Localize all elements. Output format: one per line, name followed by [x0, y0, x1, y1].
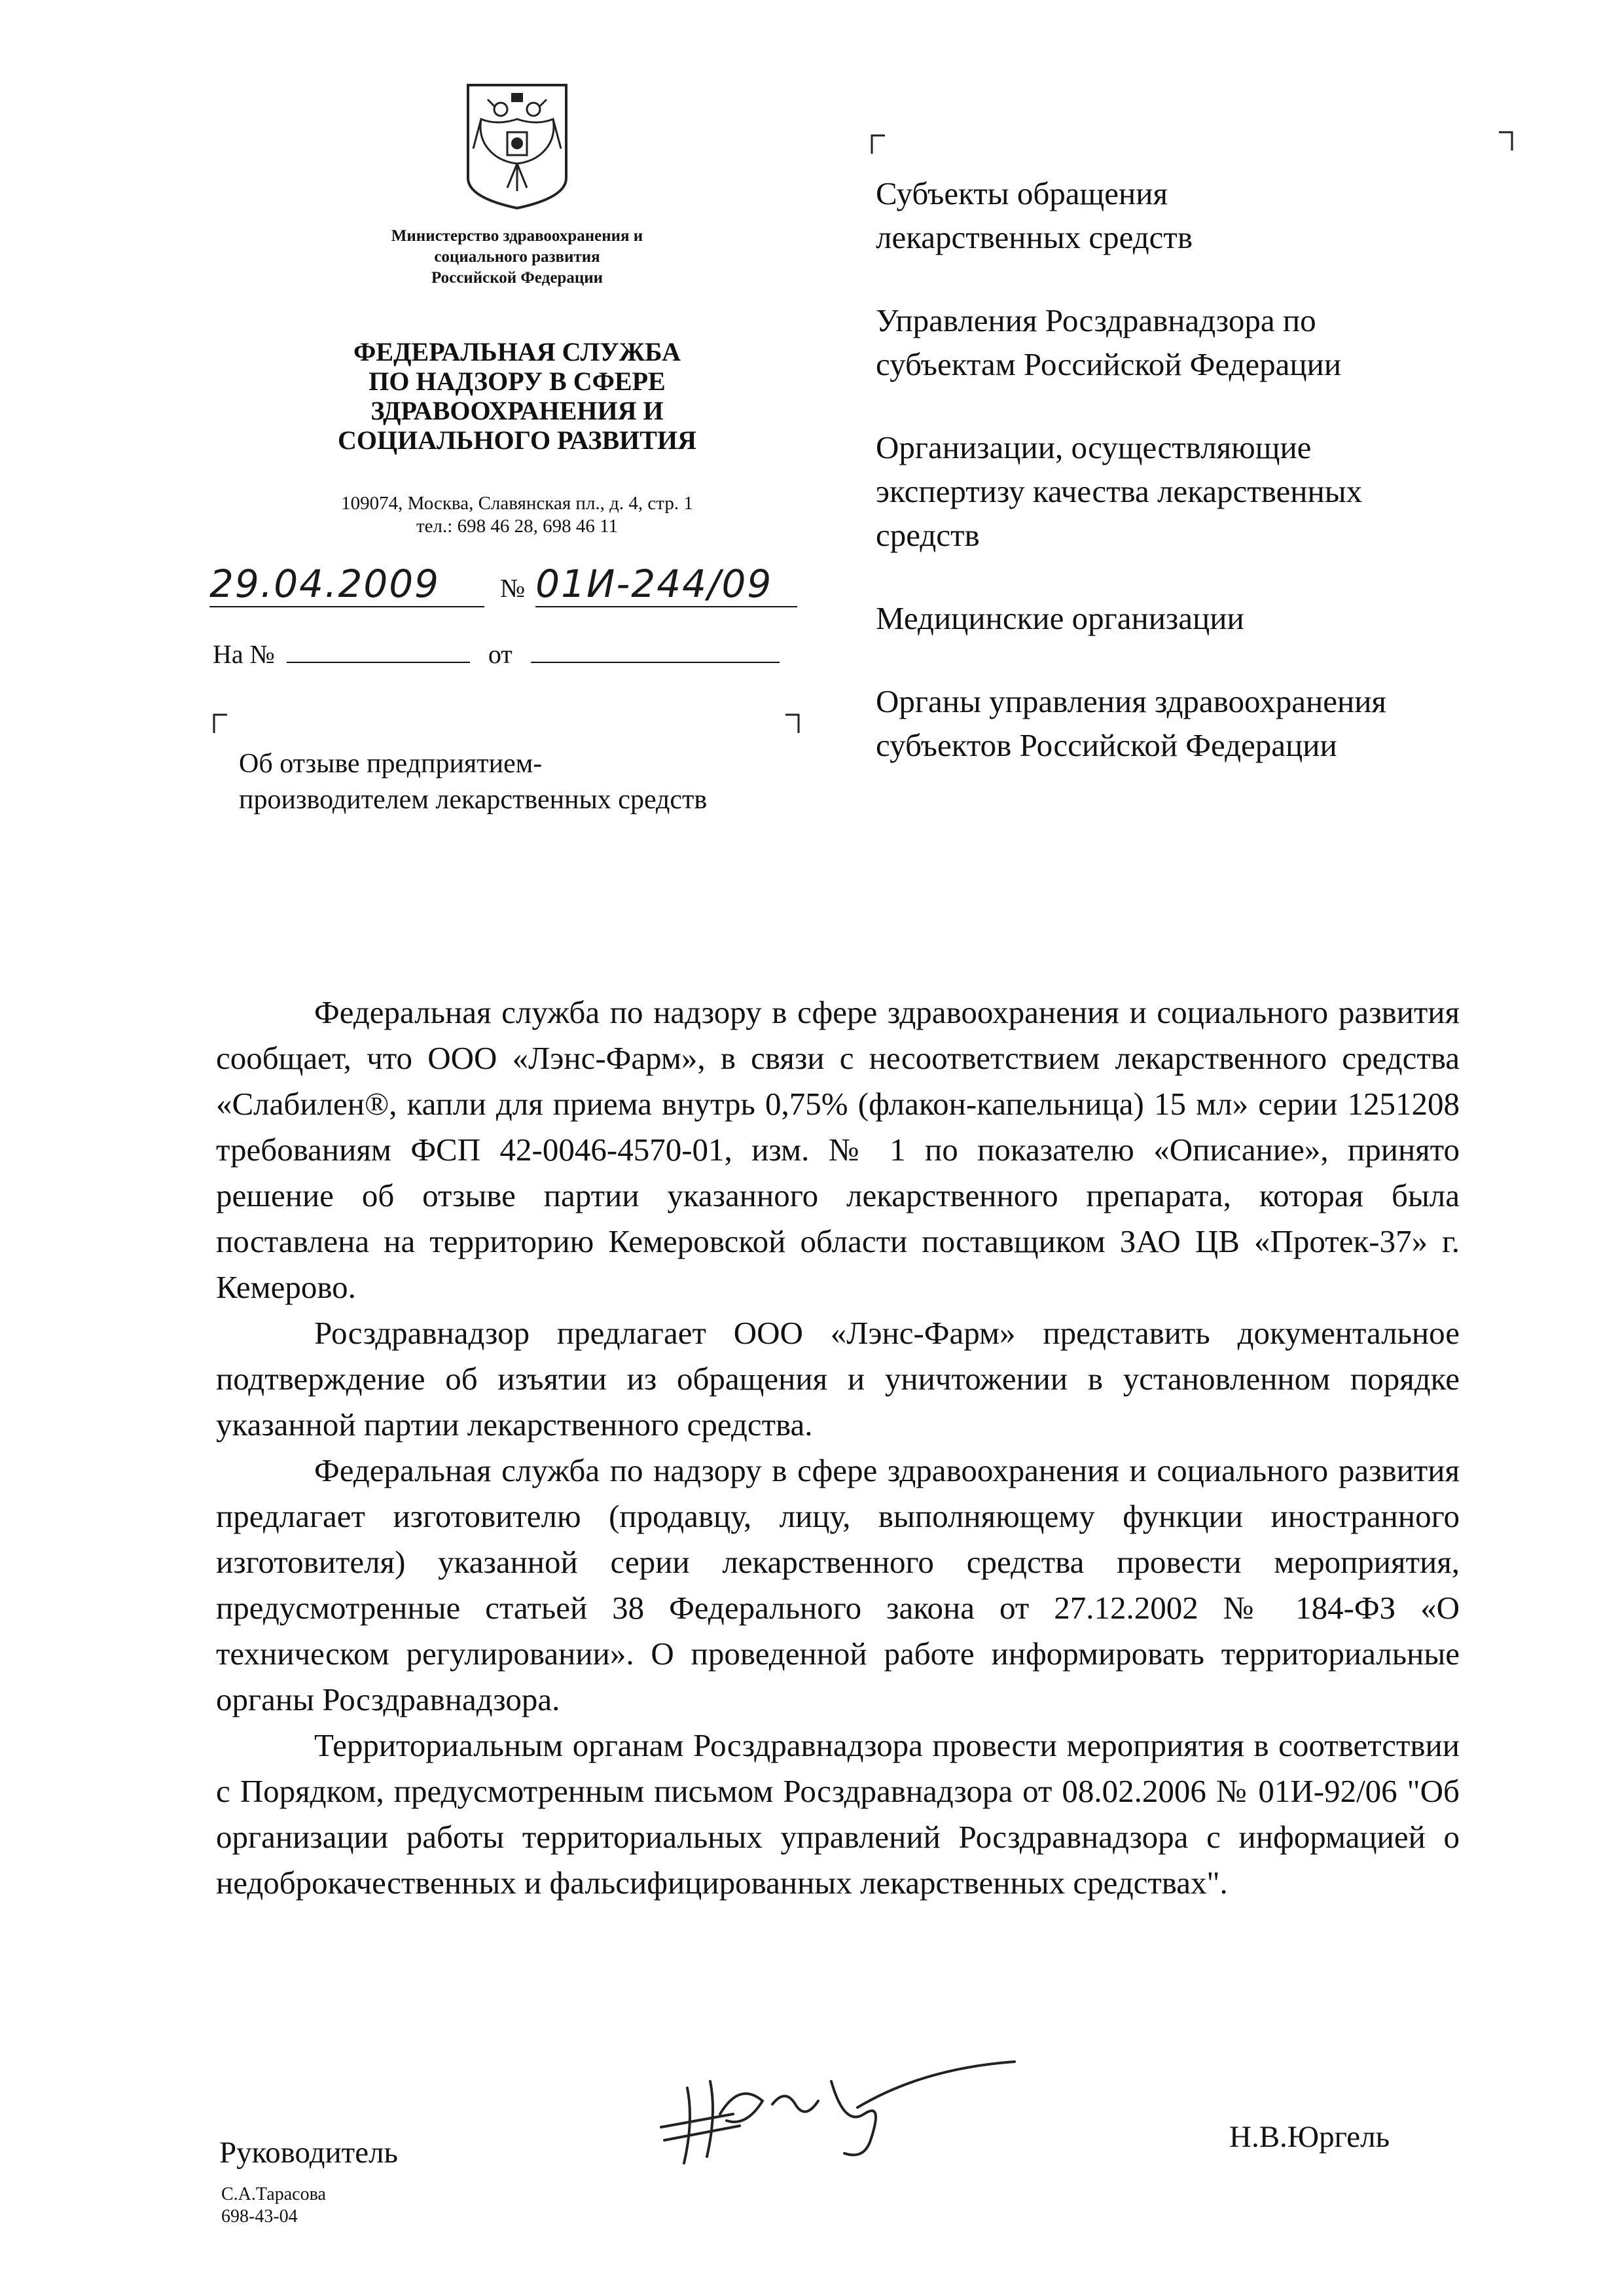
recipient-group	[876, 679, 1563, 767]
recipient-group	[876, 298, 1563, 386]
executor-phone: 698-43-04	[221, 2206, 298, 2227]
service-line: ЗДРАВООХРАНЕНИЯ И	[370, 396, 664, 425]
reply-number-label: На №	[213, 639, 275, 669]
ministry-line: социального развития	[434, 248, 600, 266]
number-label: №	[500, 573, 526, 603]
reply-date-field	[531, 638, 780, 663]
recipient-line: Органы управления здравоохранения	[876, 683, 1386, 719]
reply-reference	[213, 638, 802, 670]
recipient-line: Медицинские организации	[876, 600, 1244, 636]
service-line: СОЦИАЛЬНОГО РАЗВИТИЯ	[338, 425, 696, 455]
recipient-line: Организации, осуществляющие	[876, 429, 1312, 465]
letter-body	[216, 990, 1460, 1906]
recipient-line: Субъекты обращения	[876, 175, 1168, 211]
signatory-title: Руководитель	[219, 2136, 398, 2170]
service-line: ФЕДЕРАЛЬНАЯ СЛУЖБА	[353, 337, 681, 367]
registration-number: 01И-244/09	[535, 562, 797, 607]
service-name	[288, 337, 746, 455]
reply-number-field	[287, 638, 470, 663]
letter-subject	[239, 746, 828, 818]
body-paragraph: Территориальным органам Росздравнадзора провести мероприятия в соответствии с Порядком, предусмотренным письмом Росздравнадзора от 08.02.2006 № 01И-92/06 "Об организации работы территориальных управлений Росздравнадзора с информацией о недоброкачественных и фальсифицированных лекарственных средствах".	[216, 1727, 1460, 1901]
handwritten-signature	[648, 2042, 1041, 2173]
executor-name: С.А.Тарасова	[221, 2184, 326, 2204]
address-line: тел.: 698 46 28, 698 46 11	[416, 516, 618, 537]
ministry-line: Российской Федерации	[431, 269, 603, 287]
corner-bracket-left	[213, 713, 227, 733]
reply-from-label: от	[488, 639, 513, 669]
recipient-line: лекарственных средств	[876, 219, 1193, 255]
service-line: ПО НАДЗОРУ В СФЕРЕ	[369, 367, 666, 396]
signatory-name: Н.В.Юргель	[1229, 2120, 1390, 2154]
service-address	[275, 492, 759, 538]
corner-bracket-right	[785, 713, 800, 733]
recipient-line: субъектов Российской Федерации	[876, 727, 1337, 763]
corner-bracket-left	[871, 134, 885, 154]
recipient-line: экспертизу качества лекарственных	[876, 473, 1363, 509]
recipient-line: субъектам Российской Федерации	[876, 346, 1342, 382]
body-paragraph: Росздравнадзор предлагает ООО «Лэнс-Фарм» представить документальное подтверждение об изъятии из обращения и уничтожении в установленном порядке указанной партии лекарственного средства.	[216, 1315, 1460, 1443]
body-paragraph: Федеральная служба по надзору в сфере здравоохранения и социального развития сообщает, что ООО «Лэнс-Фарм», в связи с несоответствием лекарственного средства «Слабилен®, капли для приема внутрь 0,75% (флакон-капельница) 15 мл» серии 1251208 требованиям ФСП 42-0046-4570-01, изм. № 1 по показателю «Описание», принято решение об отзыве партии указанного лекарственного препарата, которая была поставлена на территорию Кемеровской области поставщиком ЗАО ЦВ «Протек-37» г. Кемерово.	[216, 994, 1460, 1305]
corner-bracket-right	[1499, 131, 1513, 151]
recipient-group	[876, 596, 1563, 640]
address-line: 109074, Москва, Славянская пл., д. 4, стр. 1	[341, 493, 693, 514]
registration-date: 29.04.2009	[209, 562, 484, 607]
executor-info	[221, 2183, 326, 2228]
recipient-group	[876, 171, 1563, 259]
recipient-group	[876, 425, 1563, 557]
ministry-line: Министерство здравоохранения и	[391, 227, 643, 245]
subject-line: производителем лекарственных средств	[239, 785, 708, 815]
subject-line: Об отзыве предприятием-	[239, 749, 543, 779]
recipients-list	[876, 171, 1563, 806]
registration-line	[209, 562, 818, 607]
body-paragraph: Федеральная служба по надзору в сфере здравоохранения и социального развития предлагает изготовителю (продавцу, лицу, выполняющему функции иностранного изготовителя) указанной серии лекарственного средства провести мероприятия, предусмотренные статьей 38 Федерального закона от 27.12.2002 № 184-ФЗ «О техническом регулировании». О проведенной работе информировать территориальные органы Росздравнадзора.	[216, 1452, 1460, 1717]
recipient-line: средств	[876, 517, 980, 553]
coat-of-arms-emblem	[461, 80, 573, 211]
recipient-line: Управления Росздравнадзора по	[876, 302, 1316, 338]
ministry-name	[288, 226, 746, 289]
